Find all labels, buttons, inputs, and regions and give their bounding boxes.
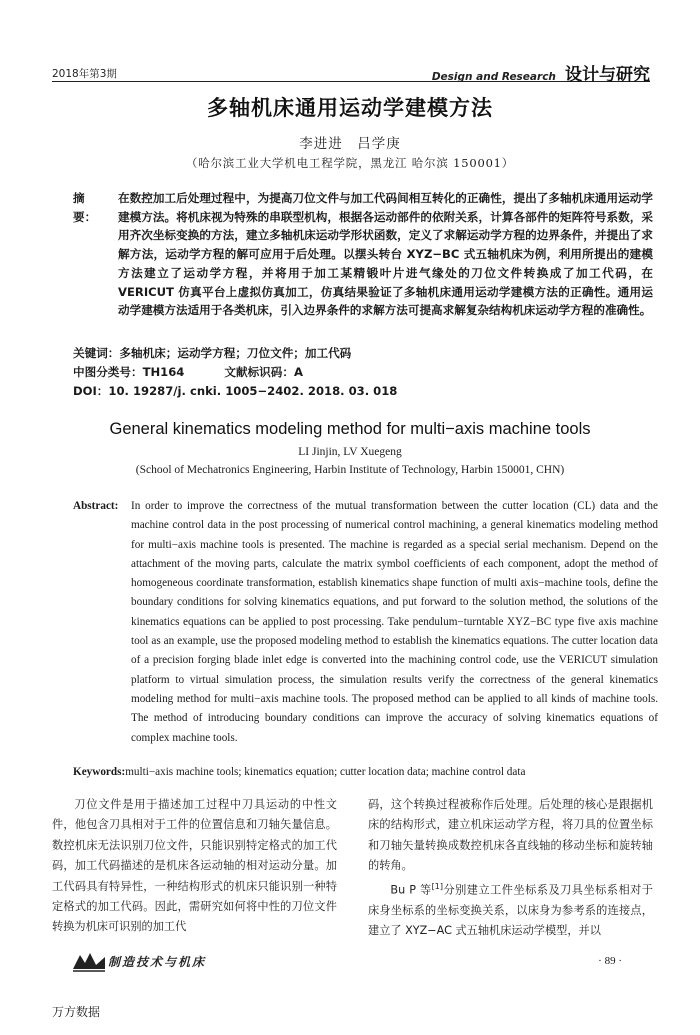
affiliation-cn: （哈尔滨工业大学机电工程学院，黑龙江 哈尔滨 150001） — [185, 156, 515, 170]
body-paragraph-citation: Bu P 等[1]分别建立工件坐标系及刀具坐标系相对于床身坐标系的坐标变换关系，以床身为参考系的连接点，建立了 XYZ−AC 式五轴机床运动学模型，并以 — [368, 881, 653, 938]
journal-cn-label: 设计与研究 — [565, 65, 650, 85]
abstract-cn-text: 在数控加工后处理过程中，为提高刀位文件与加工代码间相互转化的正确性，提出了多轴机床通用运动学建模方法。将机床视为特殊的串联型机构，根据各运动部件的依附关系，计算各部件的矩阵符号系数，采用齐次坐标变换的方法，建立多轴机床运动学形状函数，定义了求解运动学方程的边界条件，并提出了求解方法，运动学方程的解可应用于后处理。以摆头转台 XYZ−BC 式五轴机床为例，利用所提出的建模方法建立了运动学方程，并将用于加工某精锻叶片进气缘处的刀位文件转换成了加工代码，在 VERICUT 仿真平台上虚拟仿真加工，仿真结果验证了多轴机床通用运动学建模方法的正确性。通用运动学建模方法适用于各类机床，引入边界条件的求解方法可提高求解复杂结构机床运动学方程的准确性。 — [118, 191, 653, 318]
abstract-en — [73, 497, 658, 748]
keywords-en — [73, 766, 525, 778]
document-code: 文献标识码：A — [224, 365, 303, 379]
body-paragraph: 码，这个转换过程被称作后处理。后处理的核心是跟据机床的结构形式，建立机床运动学方程，将刀具的位置坐标和刀轴矢量转换成数控机床各直线轴的移动坐标和旋转轴的转角。 — [368, 798, 653, 873]
body-column-left — [52, 795, 337, 938]
journal-en-label: Design and Research — [431, 71, 556, 83]
body-paragraph: 刀位文件是用于描述加工过程中刀具运动的中性文件，他包含刀具相对于工件的位置信息和刀轴矢量信息。数控机床无法识别刀位文件，只能识别特定格式的加工代码，加工代码描述的是机床各运动轴的相对运动分量。加工代码具有特异性，一种结构形式的机床只能识别一种特定格式的加工代码。因此，需研究如何将中性的刀位文件转换为机床可识别的加工代 — [52, 798, 337, 934]
abstract-cn — [73, 189, 653, 320]
abstract-en-text: In order to improve the correctness of the mutual transformation between the cutter location (CL) data and the machine control data in the post processing of numerical control machining, a general kinematics modeling method for multi−axis machine tools is presented. The machine is regarded as a special serial mechanism. Depend on the attachment of the moving parts, calculate the matrix symbol coefficients of each component, adopt the method of homogeneous coordinate transformation, establish kinematics shape function of multi axis−machine tools, define the boundary conditions for solving kinematics equations, and put forward to the solution method, the solutions of the kinematics equations can be applied to post processing. Take pendulum−turntable XYZ−BC type five axis machine tool as an example, use the proposed modeling method to establish the kinematics equations. The cutter location data of a precision forging blade inlet edge is converted into the machining control code, use the VERICUT simulation platform to virtual simulation process, the simulation results verify the correctness of the general kinematics modeling method for multi−axis machine tools. The proposed method can be applied to all kinds of machine tools. The method of introducing boundary conditions can improve the accuracy of solving kinematics equations of complex machine tools. — [131, 500, 658, 744]
doi: DOI：10. 19287/j. cnki. 1005−2402. 2018. 03. 018 — [73, 384, 398, 398]
abstract-en-label: Abstract: — [73, 500, 119, 512]
wanfang-watermark: 万方数据 — [52, 1005, 101, 1019]
keywords-en-text: multi−axis machine tools; kinematics equation; cutter location data; machine control data — [125, 766, 526, 778]
keywords-en-label: Keywords: — [73, 766, 126, 778]
abstract-cn-label: 摘 要： — [73, 191, 97, 224]
issue-label: 2018年第3期 — [52, 68, 117, 80]
paper-title-cn: 多轴机床通用运动学建模方法 — [207, 96, 493, 120]
footer-journal-name: 制造技术与机床 — [108, 955, 207, 969]
keywords-cn: 关键词：多轴机床；运动学方程；刀位文件；加工代码 — [73, 346, 352, 360]
paper-title-en: General kinematics modeling method for multi−axis machine tools — [109, 420, 591, 438]
citation-ref: [1] — [431, 881, 443, 891]
journal-logo-icon — [72, 951, 106, 973]
classification-line — [73, 364, 303, 380]
authors-en: LI Jinjin, LV Xuegeng — [298, 446, 402, 458]
clc-number: 中图分类号：TH164 — [73, 365, 185, 379]
running-header — [52, 60, 650, 85]
page-number: · 89 · — [598, 955, 622, 967]
journal-column-label — [432, 60, 650, 85]
authors-cn: 李进进 吕学庚 — [299, 136, 401, 152]
affiliation-en: (School of Mechatronics Engineering, Harbin Institute of Technology, Harbin 150001, CHN) — [135, 464, 565, 476]
body-column-right — [368, 795, 653, 942]
